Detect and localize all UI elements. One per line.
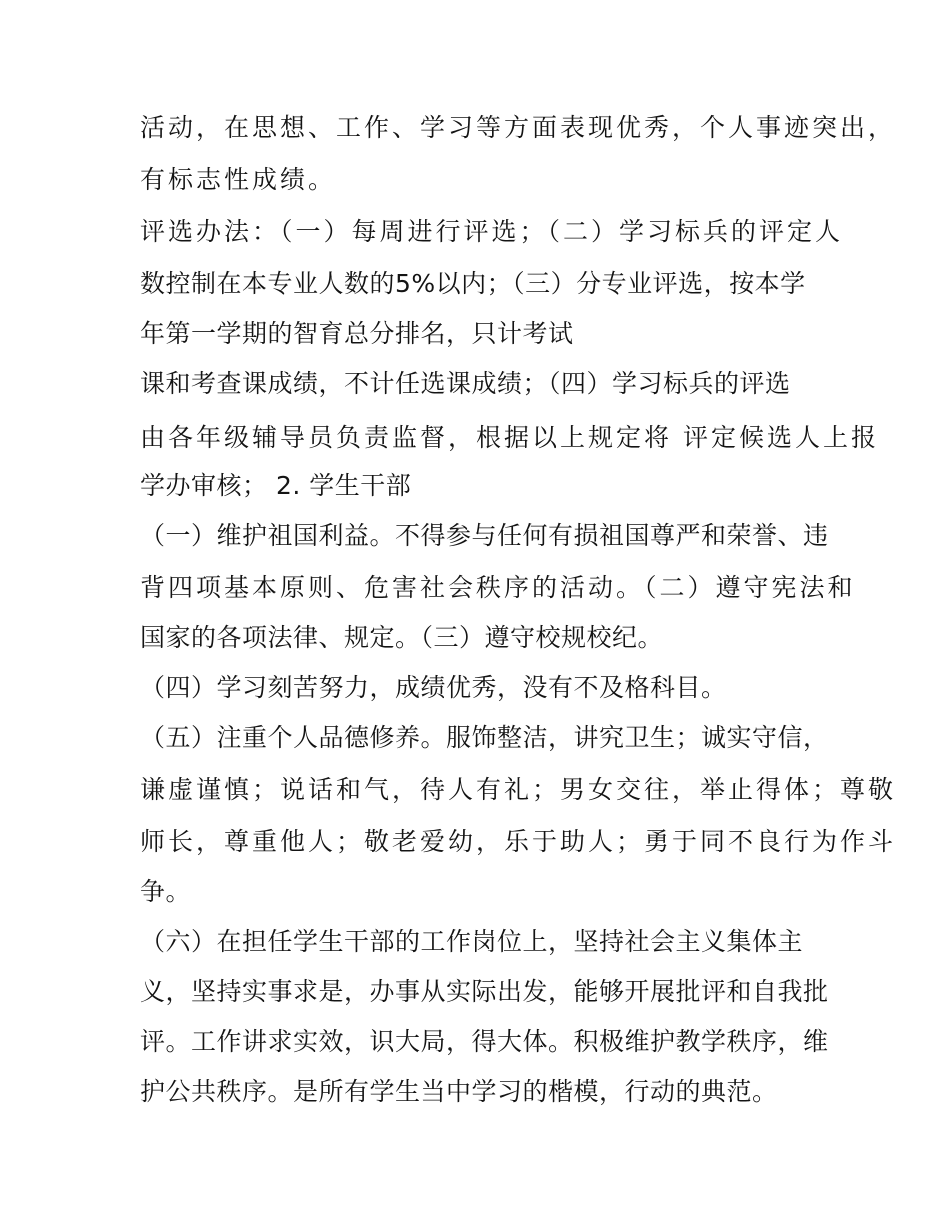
text-line: （六）在担任学生干部的工作岗位上，坚持社会主义集体主 (140, 927, 804, 956)
text-line: 有标志性成绩。 (140, 165, 337, 194)
text-line: 谦虚谨慎；说话和气，待人有礼；男女交往，举止得体；尊敬 (140, 775, 897, 804)
text-line: （一）维护祖国利益。不得参与任何有损祖国尊严和荣誉、违 (140, 521, 829, 550)
text-line: 师长，尊重他人；敬老爱幼，乐于助人；勇于同不良行为作斗 (140, 827, 897, 856)
text-line: 评选办法：（一）每周进行评选；（二）学习标兵的评定人 (140, 217, 844, 246)
text-line: 争。 (140, 877, 192, 906)
text-line: 评。工作讲求实效，识大局，得大体。积极维护教学秩序，维 (140, 1027, 829, 1056)
text-line: 活动，在思想、工作、学习等方面表现优秀，个人事迹突出， (140, 113, 897, 142)
text-line: 国家的各项法律、规定。（三）遵守校规校纪。 (140, 623, 664, 652)
text-line: （五）注重个人品德修养。服饰整洁，讲究卫生；诚实守信， (140, 723, 829, 752)
text-line: 课和考查课成绩，不计任选课成绩；（四）学习标兵的评选 (140, 369, 791, 398)
text-line: 护公共秩序。是所有学生当中学习的楷模，行动的典范。 (140, 1077, 778, 1106)
text-line: 数控制在本专业人数的5%以内；（三）分专业评选，按本学 (140, 269, 806, 298)
text-line: 义，坚持实事求是，办事从实际出发，能够开展批评和自我批 (140, 977, 829, 1006)
text-line: 学办审核； 2. 学生干部 (140, 471, 412, 500)
text-line: 由各年级辅导员负责监督，根据以上规定将 评定候选人上报 (140, 423, 879, 452)
text-line: 年第一学期的智育总分排名，只计考试 (140, 319, 574, 348)
text-line: 背四项基本原则、危害社会秩序的活动。（二）遵守宪法和 (140, 573, 856, 602)
text-line: （四）学习刻苦努力，成绩优秀，没有不及格科目。 (140, 673, 727, 702)
